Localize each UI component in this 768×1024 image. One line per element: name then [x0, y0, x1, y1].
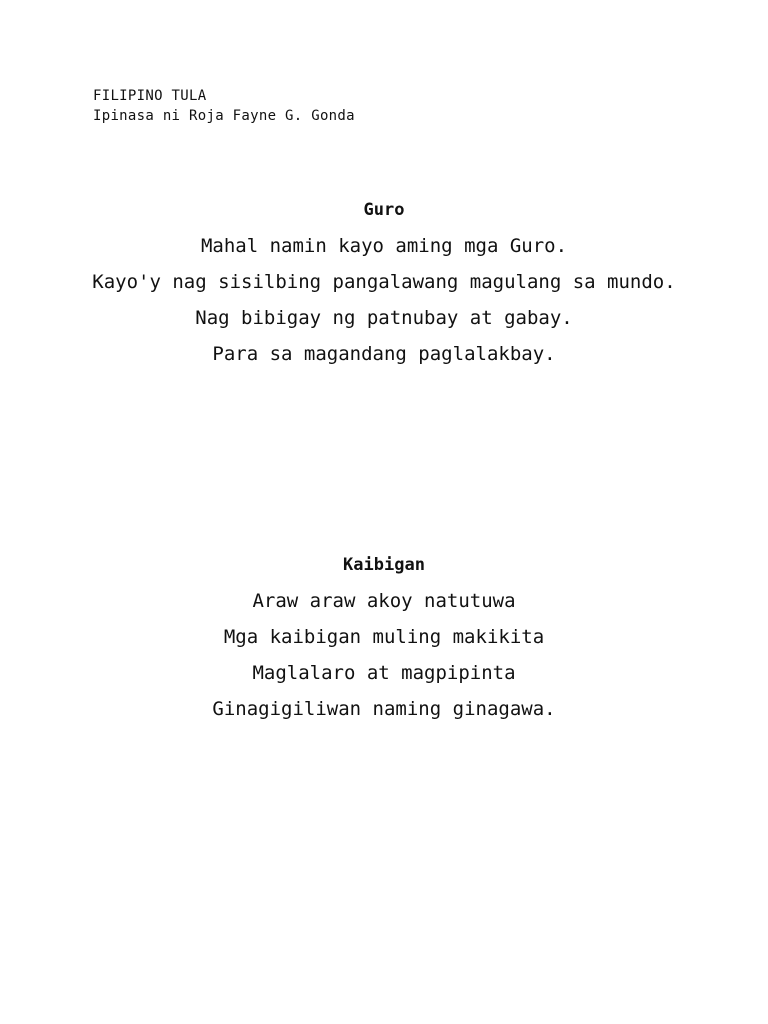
poem-guro: [0, 199, 768, 377]
poem-line: Maglalaro at magpipinta: [252, 662, 516, 684]
poem-kaibigan: [0, 554, 768, 732]
poem-line: Kayo'y nag sisilbing pangalawang magulang sa mundo.: [92, 271, 676, 293]
poem-line: Ginagigiliwan naming ginagawa.: [212, 698, 556, 720]
document-header: [93, 86, 355, 126]
poem-line: Nag bibigay ng patnubay at gabay.: [195, 307, 573, 329]
document-subject: FILIPINO TULA: [93, 88, 207, 104]
poem-title: Kaibigan: [343, 555, 425, 575]
poem-line: Mahal namin kayo aming mga Guro.: [200, 235, 568, 257]
document-author: Ipinasa ni Roja Fayne G. Gonda: [93, 108, 355, 124]
poem-title: Guro: [363, 200, 405, 220]
poem-line: Mga kaibigan muling makikita: [223, 626, 545, 648]
poem-line: Para sa magandang paglalakbay.: [212, 343, 556, 365]
poem-line: Araw araw akoy natutuwa: [252, 590, 516, 612]
